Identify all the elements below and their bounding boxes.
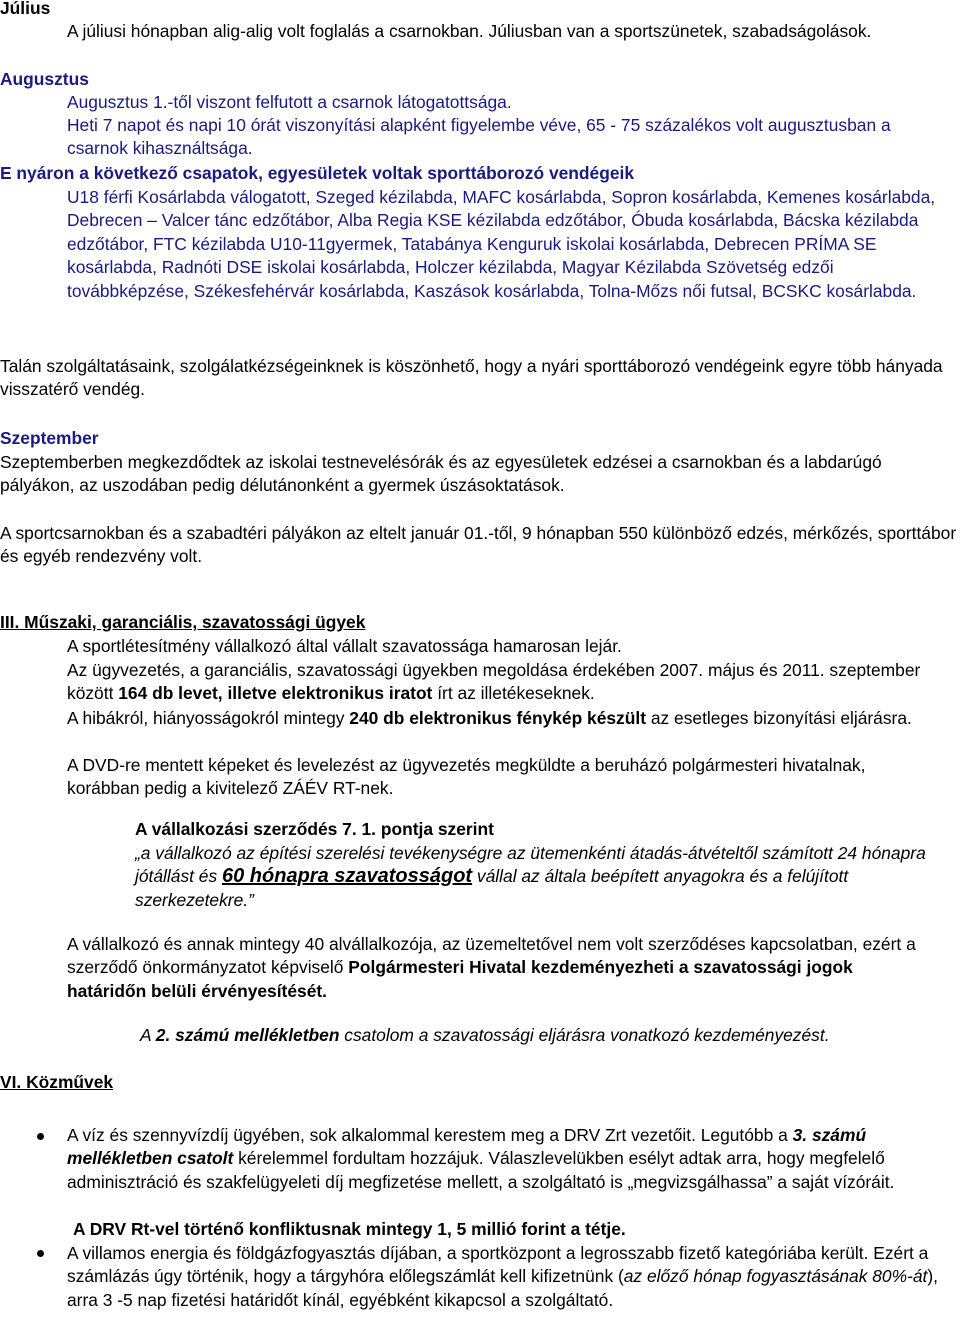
- july-text: A júliusi hónapban alig-alig volt foglalás a csarnokban. Júliusban van a sportszünetek, szabadságolások.: [67, 21, 872, 41]
- warranty-p3-bold: 240 db elektronikus fénykép készült: [349, 708, 647, 728]
- warranty-p2: [67, 659, 927, 706]
- warranty-p1: A sportlétesítmény vállalkozó által vállalt szavatossága hamarosan lejár.: [67, 636, 622, 656]
- contract-heading: A vállalkozási szerződés 7. 1. pontja szerint: [135, 819, 494, 839]
- annex-2-text: csatolom a szavatossági eljárásra vonatkozó kezdeményezést.: [339, 1025, 830, 1045]
- annex-2-prefix: A: [140, 1025, 156, 1045]
- warranty-p2-text: Az ügyvezetés, a garanciális, szavatossági ügyekben megoldása érdekében 2007. május és 2011. szeptember között: [67, 660, 921, 704]
- warranty-p3-end: az esetleges bizonyítási eljárásra.: [646, 708, 912, 728]
- utilities-item2-italic: az előző hónap fogyasztásának 80%-át: [623, 1266, 928, 1287]
- utilities-stake: A DRV Rt-vel történő konfliktusnak mintegy 1, 5 millió forint a tétje.: [73, 1219, 626, 1239]
- contract-quote-emphasis: 60 hónapra szavatosságot: [222, 865, 473, 888]
- bullet-icon: [37, 1250, 44, 1257]
- heading-august: Augusztus: [0, 69, 89, 89]
- contract-quote-text: „a vállalkozó az építési szerelési tevékenységre az ütemenkénti átadás-átvételtől számított 24 hónapra jótállást és: [135, 843, 926, 887]
- utilities-item2-end: ), arra 3 -5 nap fizetési határidőt kínál, egyébként kikapcsol a szolgáltató.: [67, 1266, 938, 1310]
- teams-list: U18 férfi Kosárlabda válogatott, Szeged kézilabda, MAFC kosárlabda, Sopron kosárlabda, Kemenes kosárlabda, Debrecen – Valcer tánc edzőtábor, Alba Regia KSE kézilabda edzőtábor, Óbuda kosárlabda, Bácska kézilabda edzőtábor, FTC kézilabda U10-11gyermek, Tatabánya Kenguruk iskolai kosárlabda, Debrecen PRÍMA SE kosárlabda, Radnóti DSE iskolai kosárlabda, Holczer kézilabda, Magyar Kézilabda Szövetség edzői továbbképzése, Székesfehérvár kosárlabda, Kaszások kosárlabda, Tolna-Mőzs női futsal, BCSKC kosárlabda.: [67, 187, 936, 301]
- bullet-icon: [37, 1133, 44, 1140]
- utilities-item1: [67, 1124, 947, 1194]
- september-text1: Szeptemberben megkezdődtek az iskolai testnevelésórák és az egyesületek edzései a csarnokban és a labdarúgó pályákon, az uszodában pedig délutánonként a gyermek úszásoktatások.: [0, 452, 882, 496]
- august-line1: Augusztus 1.-től viszont felfutott a csarnok látogatottsága.: [67, 92, 512, 112]
- warranty-p3: [67, 707, 927, 730]
- heading-section-3: III. Műszaki, garanciális, szavatossági ügyek: [0, 612, 366, 632]
- contract-quote-end: vállal az általa beépített anyagokra és a felújított szerkezetekre.”: [135, 866, 849, 910]
- thanks-paragraph: Talán szolgáltatásaink, szolgálatkézségeinknek is köszönhető, hogy a nyári sporttáborozó vendégeink egyre több hányada visszatérő vendég.: [0, 356, 943, 400]
- heading-section-6: VI. Közművek: [0, 1072, 114, 1092]
- utilities-item2-text: A villamos energia és földgázfogyasztás díjában, a sportközpont a legrosszabb fizető kategóriába került. Ezért a számlázás úgy történik, hogy a tárgyhóra előlegszámlát kell kifizetnünk (: [67, 1243, 929, 1287]
- warranty-p4: A DVD-re mentett képeket és levelezést az ügyvezetés megküldte a beruházó polgármesteri hivatalnak, korábban pedig a kivitelező ZÁÉV RT-nek.: [67, 755, 866, 799]
- utilities-item1-text: A víz és szennyvízdíj ügyében, sok alkalommal kerestem meg a DRV Zrt vezetőit. Legutóbb a: [67, 1125, 793, 1145]
- utilities-item1-end: kérelemmel fordultam hozzájuk. Válaszlevelükben esélyt adtak arra, hogy megfelelő adminisztráció és szakfelügyeleti díj megfizetése mellett, a szolgáltató is „megvizsgálhassa” a saját vízóráit.: [67, 1148, 895, 1192]
- annex-2-bold: 2. számú mellékletben: [155, 1025, 340, 1045]
- subcontractor-bold: Polgármesteri Hivatal kezdeményezheti a szavatossági jogok határidőn belüli érvényesítését.: [67, 957, 853, 1001]
- warranty-p2-end: írt az illetékeseknek.: [432, 683, 595, 704]
- warranty-p3-text: A hibákról, hiányosságokról mintegy: [67, 708, 350, 728]
- utilities-item2: [67, 1242, 947, 1312]
- teams-heading: E nyáron a következő csapatok, egyesületek voltak sporttáborozó vendégeik: [0, 163, 635, 183]
- warranty-p2-bold: 164 db levet, illetve elektronikus iratot: [118, 683, 433, 704]
- subcontractor-text: A vállalkozó és annak mintegy 40 alvállalkozója, az üzemeltetővel nem volt szerződéses kapcsolatban, ezért a szerződő önkormányzatot képviselő: [67, 934, 916, 978]
- heading-september: Szeptember: [0, 428, 99, 448]
- september-text2: A sportcsarnokban és a szabadtéri pályákon az eltelt január 01.-től, 9 hónapban 550 különböző edzés, mérkőzés, sporttábor és egyéb rendezvény volt.: [0, 523, 957, 567]
- annex-2-note: [140, 1024, 960, 1047]
- heading-july: Július: [0, 0, 51, 18]
- utilities-item1-annex: 3. számú mellékletben csatolt: [67, 1125, 867, 1169]
- contract-quote: [135, 842, 955, 912]
- august-line2: Heti 7 napot és napi 10 órát viszonyítási alapként figyelembe véve, 65 - 75 százalékos volt augusztusban a csarnok kihasználtsága.: [67, 115, 891, 159]
- subcontractor-paragraph: [67, 933, 927, 1003]
